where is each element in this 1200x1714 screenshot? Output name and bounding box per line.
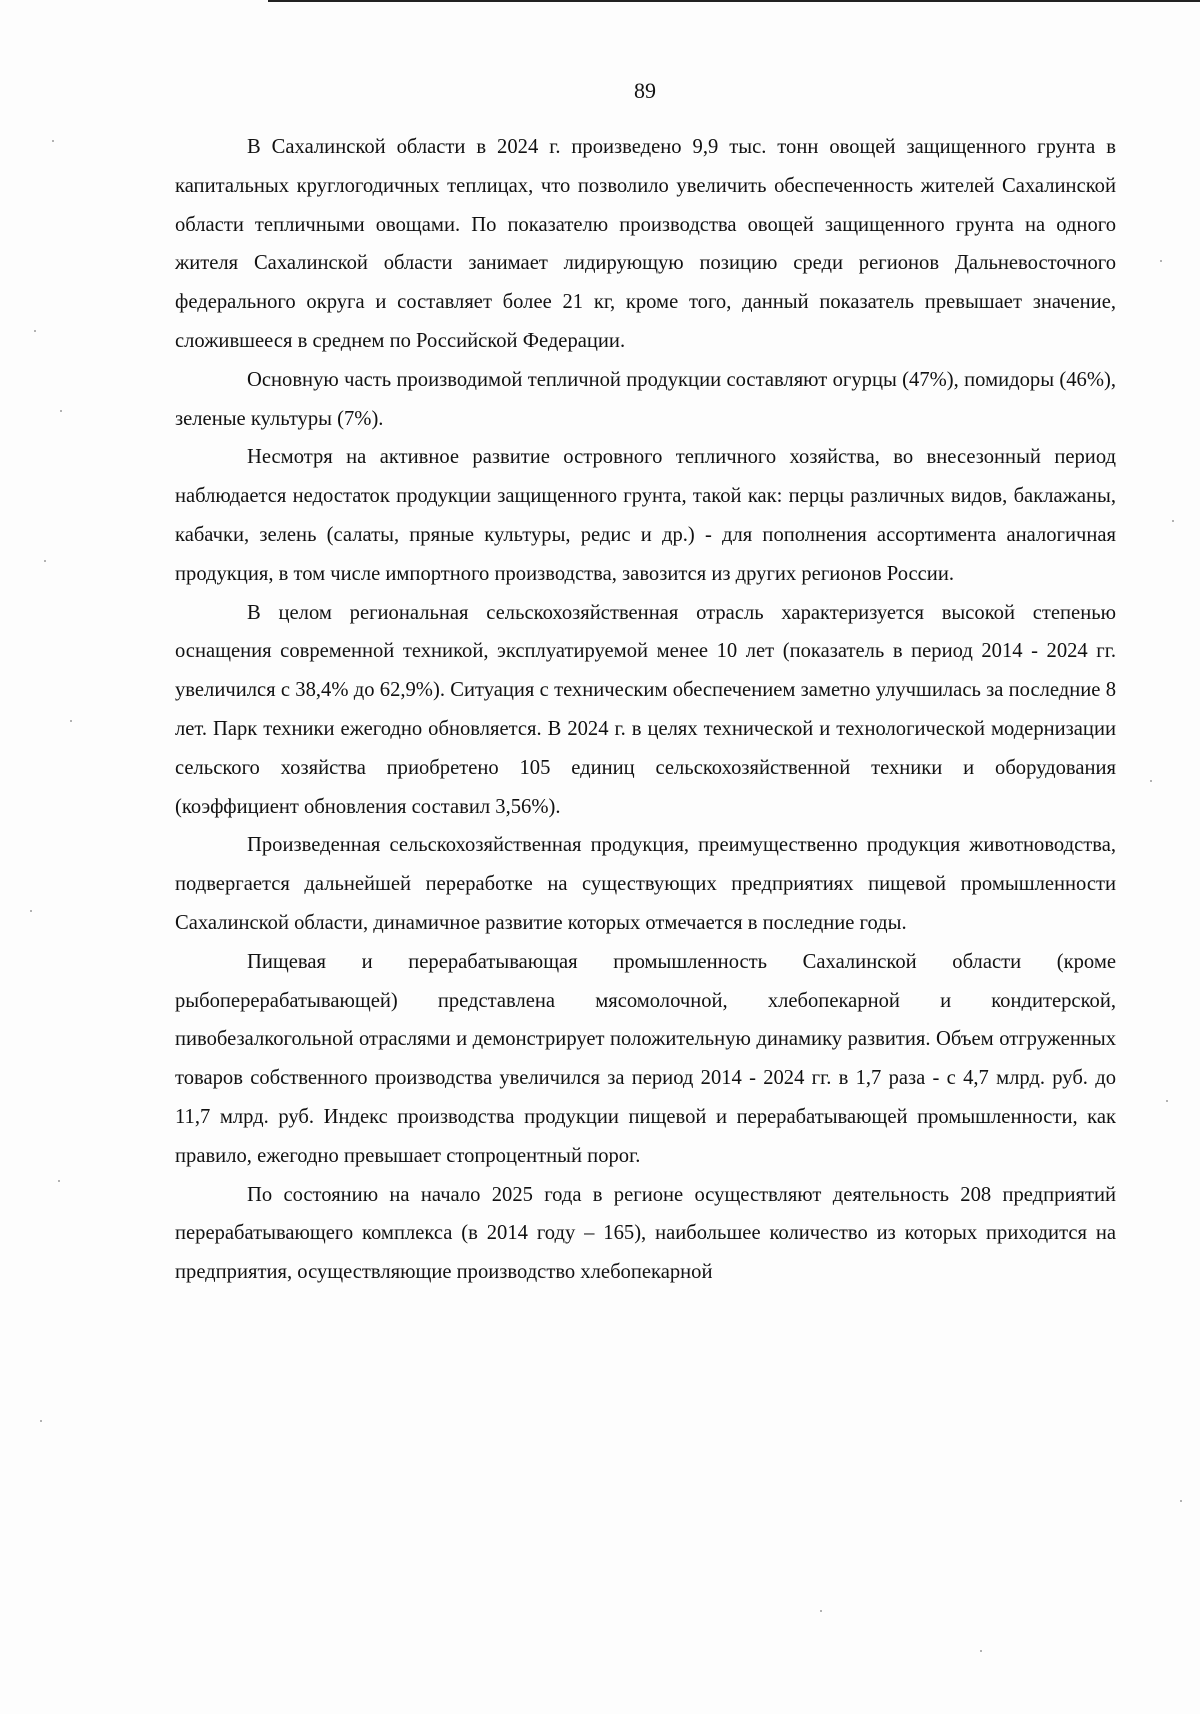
scan-speck — [40, 1420, 42, 1422]
scan-speck — [58, 1180, 60, 1182]
scan-speck — [60, 410, 62, 412]
scan-speck — [980, 1650, 982, 1652]
paragraph-processing: Произведенная сельскохозяйственная продукция, преимущественно продукция животноводства, подвергается дальнейшей переработке на существующих предприятиях пищевой промышленности Сахалинской области, динамичное развитие которых отмечается в последние годы. — [175, 834, 1116, 934]
scan-speck — [1160, 260, 1162, 262]
paragraph-food-industry: Пищевая и перерабатывающая промышленность Сахалинской области (кроме рыбоперерабатывающей) представлена мясомолочной, хлебопекарной и кондитерской, пивобезалкогольной отраслями и демонстрирует положительную динамику развития. Объем отгруженных товаров собственного производства увеличился за период 2014 - 2024 гг. в 1,7 раза - с 4,7 млрд. руб. до 11,7 млрд. руб. Индекс производства продукции пищевой и перерабатывающей промышленности, как правило, ежегодно превышает стопроцентный порог. — [175, 950, 1116, 1167]
top-border-line — [268, 0, 1200, 2]
scan-speck — [1172, 520, 1174, 522]
scan-speck — [820, 1610, 822, 1612]
scan-speck — [70, 720, 72, 722]
scan-speck — [52, 140, 54, 142]
paragraph-machinery: В целом региональная сельскохозяйственная отрасль характеризуется высокой степенью оснащения современной техникой, эксплуатируемой менее 10 лет (показатель в период 2014 - 2024 гг. увеличился с 38,4% до 62,9%). Ситуация с техническим обеспечением заметно улучшилась за последние 8 лет. Парк техники ежегодно обновляется. В 2024 г. в целях технической и технологической модернизации сельского хозяйства приобретено 105 единиц сельскохозяйственной техники и оборудования (коэффициент обновления составил 3,56%). — [175, 601, 1116, 818]
page-number: 89 — [634, 78, 656, 103]
scan-speck — [34, 330, 36, 332]
body-text — [175, 128, 1116, 1292]
scan-speck — [1166, 1100, 1168, 1102]
scan-speck — [1180, 1500, 1182, 1502]
paragraph-offseason-shortage: Несмотря на активное развитие островного тепличного хозяйства, во внесезонный период наблюдается недостаток продукции защищенного грунта, такой как: перцы различных видов, баклажаны, кабачки, зелень (салаты, пряные культуры, редис и др.) - для пополнения ассортимента аналогичная продукция, в том числе импортного производства, завозится из других регионов России. — [175, 446, 1116, 585]
scan-speck — [44, 560, 46, 562]
paragraph-enterprises: По состоянию на начало 2025 года в регионе осуществляют деятельность 208 предприятий перерабатывающего комплекса (в 2014 году – 165), наибольшее количество из которых приходится на предприятия, осуществляющие производство хлебопекарной — [175, 1183, 1116, 1284]
scan-speck — [1150, 780, 1152, 782]
scan-speck — [30, 910, 32, 912]
paragraph-greenhouse-production: В Сахалинской области в 2024 г. произведено 9,9 тыс. тонн овощей защищенного грунта в капитальных круглогодичных теплицах, что позволило увеличить обеспеченность жителей Сахалинской области тепличными овощами. По показателю производства овощей защищенного грунта на одного жителя Сахалинской области занимает лидирующую позицию среди регионов Дальневосточного федерального округа и составляет более 21 кг, кроме того, данный показатель превышает значение, сложившееся в среднем по Российской Федерации. — [175, 136, 1116, 352]
paragraph-greenhouse-structure: Основную часть производимой тепличной продукции составляют огурцы (47%), помидоры (46%), зеленые культуры (7%). — [175, 368, 1116, 430]
